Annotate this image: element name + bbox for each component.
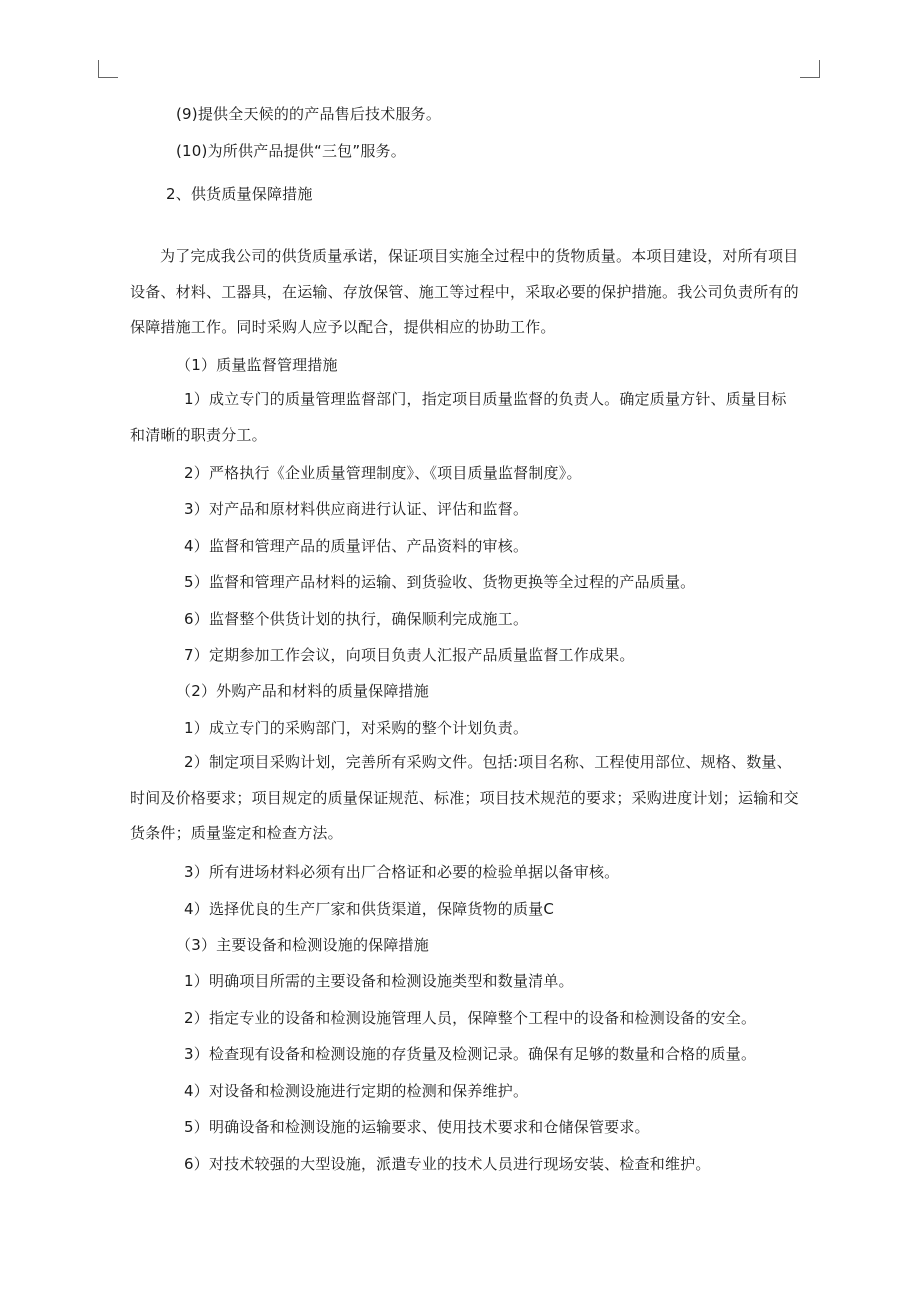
item-2-1: 1）成立专门的采购部门，对采购的整个计划负责。 [184, 719, 529, 737]
item-1-2: 2）严格执行《企业质量管理制度》、《项目质量监督制度》。 [184, 464, 582, 482]
item-1-6: 6）监督整个供货计划的执行，确保顺利完成施工。 [184, 610, 529, 628]
item-1-3: 3）对产品和原材料供应商进行认证、评估和监督。 [184, 500, 529, 518]
list-item-9: (9)提供全天候的的产品售后技术服务。 [176, 105, 442, 123]
subsection-heading-1: （1）质量监督管理措施 [176, 356, 338, 374]
item-2-3: 3）所有进场材料必须有出厂合格证和必要的检验单据以备审核。 [184, 863, 620, 881]
subsection-heading-3: （3）主要设备和检测设施的保障措施 [176, 936, 429, 954]
page-corner-mark-top-left [98, 60, 118, 78]
item-1-1: 1）成立专门的质量管理监督部门，指定项目质量监督的负责人。确定质量方针、质量目标和清晰的职责分工。 [130, 390, 787, 444]
item-3-6: 6）对技术较强的大型设施，派遣专业的技术人员进行现场安装、检查和维护。 [184, 1155, 711, 1173]
item-1-5: 5）监督和管理产品材料的运输、到货验收、货物更换等全过程的产品质量。 [184, 573, 696, 591]
intro-paragraph: 为了完成我公司的供货质量承诺，保证项目实施全过程中的货物质量。本项目建设，对所有项目设备、材料、工器具，在运输、存放保管、施工等过程中，采取必要的保护措施。我公司负责所有的保障措施工作。同时采购人应予以配合，提供相应的协助工作。 [130, 247, 799, 336]
item-2-4: 4）选择优良的生产厂家和供货渠道，保障货物的质量C [184, 900, 555, 918]
subsection-heading-2: （2）外购产品和材料的质量保障措施 [176, 682, 429, 700]
item-3-4: 4）对设备和检测设施进行定期的检测和保养维护。 [184, 1082, 529, 1100]
item-1-4: 4）监督和管理产品的质量评估、产品资料的审核。 [184, 537, 529, 555]
item-3-1: 1）明确项目所需的主要设备和检测设施类型和数量清单。 [184, 972, 574, 990]
list-item-10: (10)为所供产品提供“三包”服务。 [176, 142, 406, 160]
item-3-3: 3）检查现有设备和检测设施的存货量及检测记录。确保有足够的数量和合格的质量。 [184, 1045, 757, 1063]
section-heading-2: 2、供货质量保障措施 [166, 185, 313, 203]
item-1-7: 7）定期参加工作会议，向项目负责人汇报产品质量监督工作成果。 [184, 646, 635, 664]
item-3-5: 5）明确设备和检测设施的运输要求、使用技术要求和仓储保管要求。 [184, 1118, 650, 1136]
page-corner-mark-top-right [800, 60, 820, 78]
item-2-2: 2）制定项目采购计划，完善所有采购文件。包括:项目名称、工程使用部位、规格、数量、时间及价格要求；项目规定的质量保证规范、标准；项目技术规范的要求；采购进度计划；运输和交货条件；质量鉴定和检查方法。 [130, 753, 799, 842]
item-3-2: 2）指定专业的设备和检测设施管理人员，保障整个工程中的设备和检测设备的安全。 [184, 1009, 757, 1027]
